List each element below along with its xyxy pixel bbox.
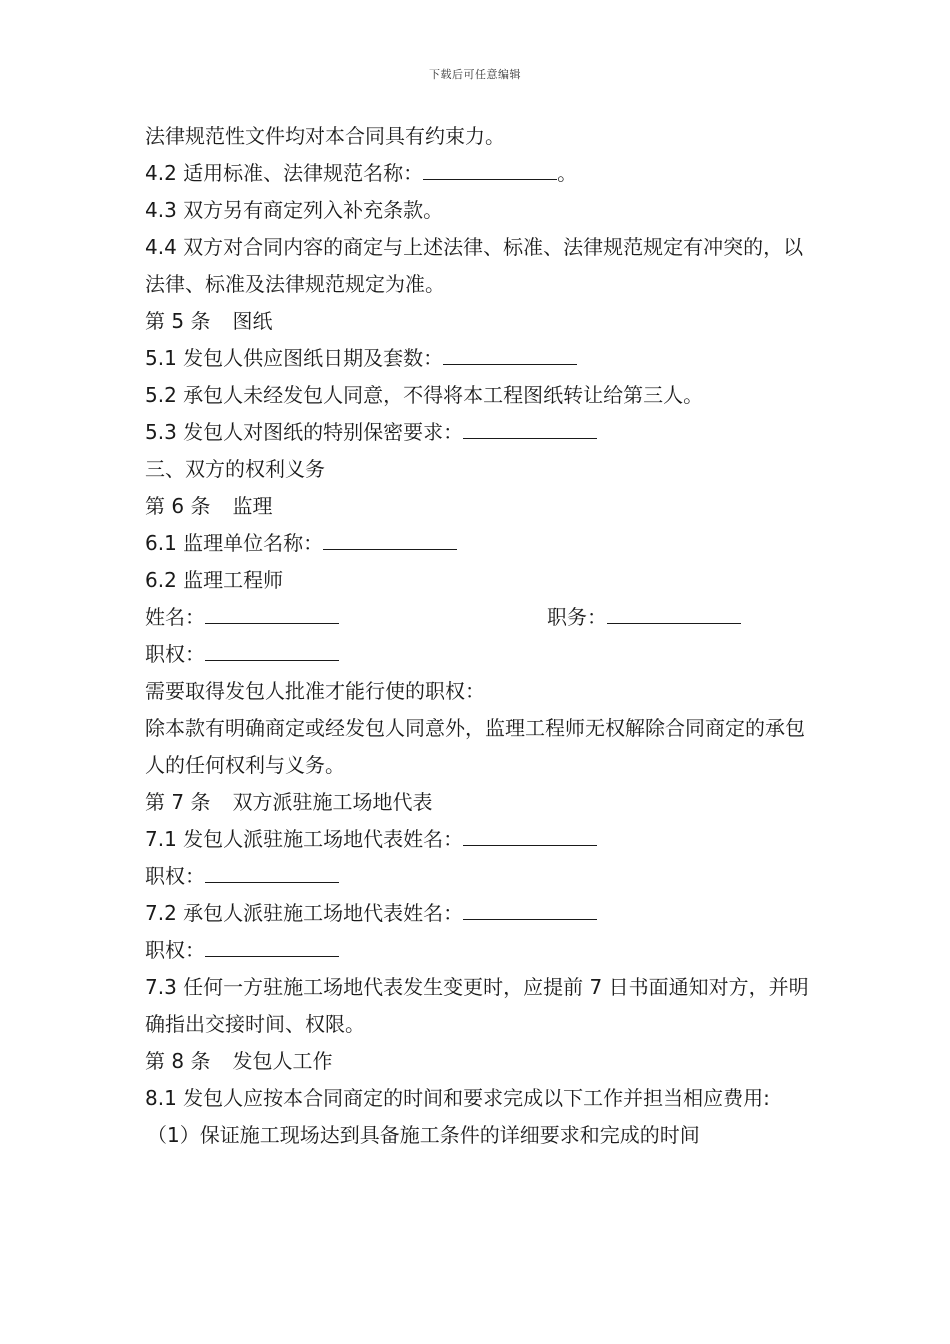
section-heading: 三、双方的权利义务: [145, 457, 325, 481]
page-header: 下载后可任意编辑: [429, 68, 521, 81]
text-line: 5.2 承包人未经发包人同意，不得将本工程图纸转让给第三人。: [145, 383, 704, 407]
text-line: 4.3 双方另有商定列入补充条款。: [145, 198, 444, 222]
name-label: 姓名：: [145, 605, 205, 629]
name-blank[interactable]: [205, 605, 339, 624]
text-line-with-blank: [145, 155, 825, 192]
article-heading: [145, 784, 825, 821]
article-heading: [145, 488, 825, 525]
post-field: [547, 599, 741, 636]
article-title: 监理: [232, 494, 273, 518]
document-body: [145, 118, 825, 1154]
article-number: 第 8 条: [145, 1049, 211, 1073]
text-line-with-blank: [145, 340, 825, 377]
text-paragraph: 除本款有明确商定或经发包人同意外，监理工程师无权解除合同商定的承包人的任何权利与义务。: [145, 716, 805, 777]
article-number: 第 7 条: [145, 790, 211, 814]
text-paragraph: 7.3 任何一方驻施工场地代表发生变更时，应提前 7 日书面通知对方，并明确指出交接时间、权限。: [145, 975, 809, 1036]
clause-text: 7.2 承包人派驻施工场地代表姓名：: [145, 901, 464, 925]
authority-label: 职权：: [145, 938, 205, 962]
clause-text: 4.2 适用标准、法律规范名称：: [145, 161, 424, 185]
text-line-with-blank: [145, 414, 825, 451]
post-blank[interactable]: [607, 605, 741, 624]
article-number: 第 5 条: [145, 309, 211, 333]
fill-in-blank[interactable]: [463, 827, 597, 846]
text-line-with-blank: [145, 858, 825, 895]
fill-in-blank[interactable]: [443, 346, 577, 365]
article-title: 图纸: [232, 309, 273, 333]
post-label: 职务：: [547, 605, 607, 629]
text-paragraph: 4.4 双方对合同内容的商定与上述法律、标准、法律规范规定有冲突的，以法律、标准及法律规范规定为准。: [145, 235, 804, 296]
article-heading: [145, 1043, 825, 1080]
fill-in-blank[interactable]: [205, 938, 339, 957]
clause-text: 5.1 发包人供应图纸日期及套数：: [145, 346, 444, 370]
text-paragraph: 8.1 发包人应按本合同商定的时间和要求完成以下工作并担当相应费用:: [145, 1086, 770, 1110]
fill-in-blank[interactable]: [205, 642, 339, 661]
text-line-with-blank: [145, 821, 825, 858]
authority-label: 职权：: [145, 642, 205, 666]
text-line-with-blank: [145, 636, 825, 673]
two-column-line: [145, 599, 825, 636]
fill-in-blank[interactable]: [323, 531, 457, 550]
text-line: 法律规范性文件均对本合同具有约束力。: [145, 124, 505, 148]
list-item: （1）保证施工现场达到具备施工条件的详细要求和完成的时间: [147, 1123, 700, 1147]
article-title: 双方派驻施工场地代表: [232, 790, 433, 814]
clause-text: 5.3 发包人对图纸的特别保密要求：: [145, 420, 464, 444]
text-line-with-blank: [145, 525, 825, 562]
article-heading: [145, 303, 825, 340]
fill-in-blank[interactable]: [463, 901, 597, 920]
fill-in-blank[interactable]: [205, 864, 339, 883]
article-number: 第 6 条: [145, 494, 211, 518]
clause-text: 6.1 监理单位名称：: [145, 531, 324, 555]
clause-text: 7.1 发包人派驻施工场地代表姓名：: [145, 827, 464, 851]
article-title: 发包人工作: [232, 1049, 333, 1073]
clause-suffix: 。: [557, 161, 578, 185]
fill-in-blank[interactable]: [423, 161, 557, 180]
fill-in-blank[interactable]: [463, 420, 597, 439]
text-line-with-blank: [145, 932, 825, 969]
text-line-with-blank: [145, 895, 825, 932]
text-line: 需要取得发包人批准才能行使的职权：: [145, 679, 485, 703]
text-line: 6.2 监理工程师: [145, 568, 284, 592]
authority-label: 职权：: [145, 864, 205, 888]
